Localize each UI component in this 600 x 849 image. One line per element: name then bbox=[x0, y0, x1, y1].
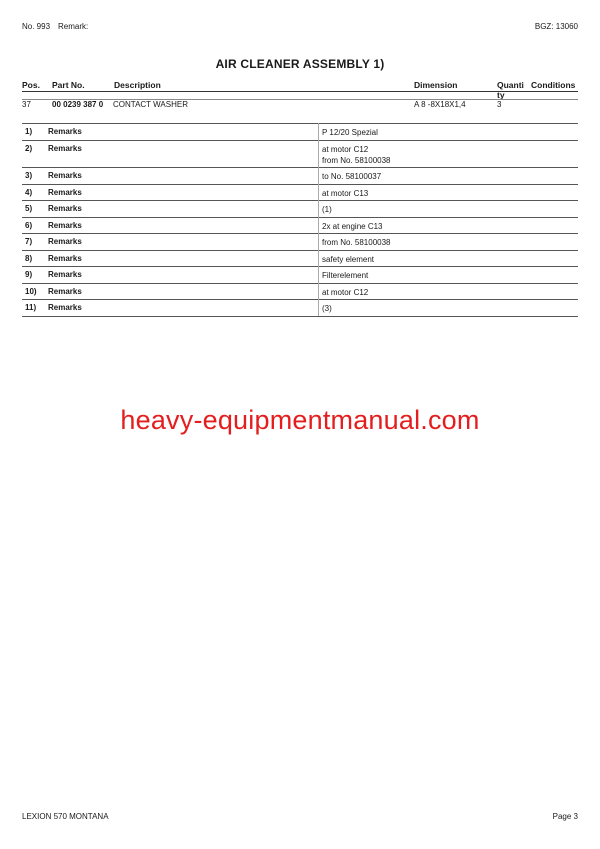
remark-number: 7) bbox=[25, 237, 33, 246]
remarks-divider bbox=[22, 233, 578, 234]
remark-label: Remarks bbox=[48, 237, 82, 246]
remark-value: to No. 58100037 bbox=[322, 172, 382, 181]
remark-number: 11) bbox=[25, 303, 37, 312]
page-title: AIR CLEANER ASSEMBLY 1) bbox=[215, 57, 385, 71]
document-number: No. 993 bbox=[22, 22, 51, 31]
remark-value-line: from No. 58100038 bbox=[322, 156, 391, 165]
remark-value: at motor C12 bbox=[322, 288, 369, 297]
footer-model: LEXION 570 MONTANA bbox=[22, 812, 109, 821]
remark-label: Remarks bbox=[48, 127, 82, 136]
remark-number: 9) bbox=[25, 270, 33, 279]
remarks-divider bbox=[22, 217, 578, 218]
remark-value-line: at motor C12 bbox=[322, 145, 369, 154]
remark-value: at motor C13 bbox=[322, 189, 369, 198]
remarks-divider bbox=[22, 316, 578, 317]
remarks-divider bbox=[22, 266, 578, 267]
watermark-text: heavy-equipmentmanual.com bbox=[120, 405, 480, 435]
remark-value: 2x at engine C13 bbox=[322, 222, 383, 231]
remark-number: 6) bbox=[25, 221, 33, 230]
col-quantity-line2: ty bbox=[497, 90, 505, 100]
col-dimension: Dimension bbox=[414, 80, 458, 90]
remark-value: (3) bbox=[322, 304, 332, 313]
remarks-divider bbox=[22, 200, 578, 201]
remark-label: Remarks bbox=[48, 221, 82, 230]
remark-label: Remarks bbox=[48, 270, 82, 279]
remark-label: Remarks bbox=[48, 254, 82, 263]
remarks-divider bbox=[22, 167, 578, 168]
col-quantity bbox=[497, 80, 524, 100]
remarks-divider bbox=[22, 184, 578, 185]
remark-number: 3) bbox=[25, 171, 33, 180]
part-description: CONTACT WASHER bbox=[113, 100, 188, 109]
remarks-divider bbox=[22, 123, 578, 124]
page-header-left bbox=[22, 22, 88, 31]
remark-label: Remark: bbox=[58, 22, 89, 31]
part-pos: 37 bbox=[22, 100, 31, 109]
remark-value: from No. 58100038 bbox=[322, 238, 391, 247]
remark-number: 8) bbox=[25, 254, 33, 263]
header-divider-bottom bbox=[22, 99, 578, 100]
remark-value: Filterelement bbox=[322, 271, 369, 280]
remark-label: Remarks bbox=[48, 171, 82, 180]
col-conditions: Conditions bbox=[531, 80, 576, 90]
remark-value: P 12/20 Spezial bbox=[322, 128, 378, 137]
remark-label: Remarks bbox=[48, 144, 82, 153]
remarks-column-divider bbox=[318, 123, 319, 316]
remark-value bbox=[322, 144, 391, 166]
part-dimension: A 8 -8X18X1,4 bbox=[414, 100, 466, 109]
remark-label: Remarks bbox=[48, 204, 82, 213]
remark-label: Remarks bbox=[48, 287, 82, 296]
remarks-divider bbox=[22, 283, 578, 284]
remark-label: Remarks bbox=[48, 188, 82, 197]
remarks-divider bbox=[22, 299, 578, 300]
remark-value: (1) bbox=[322, 205, 332, 214]
remark-label: Remarks bbox=[48, 303, 82, 312]
col-pos: Pos. bbox=[22, 80, 40, 90]
remarks-divider bbox=[22, 140, 578, 141]
part-number: 00 0239 387 0 bbox=[52, 100, 104, 109]
col-description: Description bbox=[114, 80, 161, 90]
remarks-divider bbox=[22, 250, 578, 251]
col-quantity-line1: Quanti bbox=[497, 80, 524, 90]
part-quantity: 3 bbox=[497, 100, 502, 109]
remark-number: 10) bbox=[25, 287, 37, 296]
remark-value: safety element bbox=[322, 255, 375, 264]
col-part-no: Part No. bbox=[52, 80, 85, 90]
remark-number: 2) bbox=[25, 144, 33, 153]
bgz-code: BGZ: 13060 bbox=[534, 22, 578, 31]
remark-number: 1) bbox=[25, 127, 33, 136]
footer-page-number: Page 3 bbox=[552, 812, 578, 821]
remark-number: 4) bbox=[25, 188, 33, 197]
remark-number: 5) bbox=[25, 204, 33, 213]
header-divider-top bbox=[22, 91, 578, 92]
